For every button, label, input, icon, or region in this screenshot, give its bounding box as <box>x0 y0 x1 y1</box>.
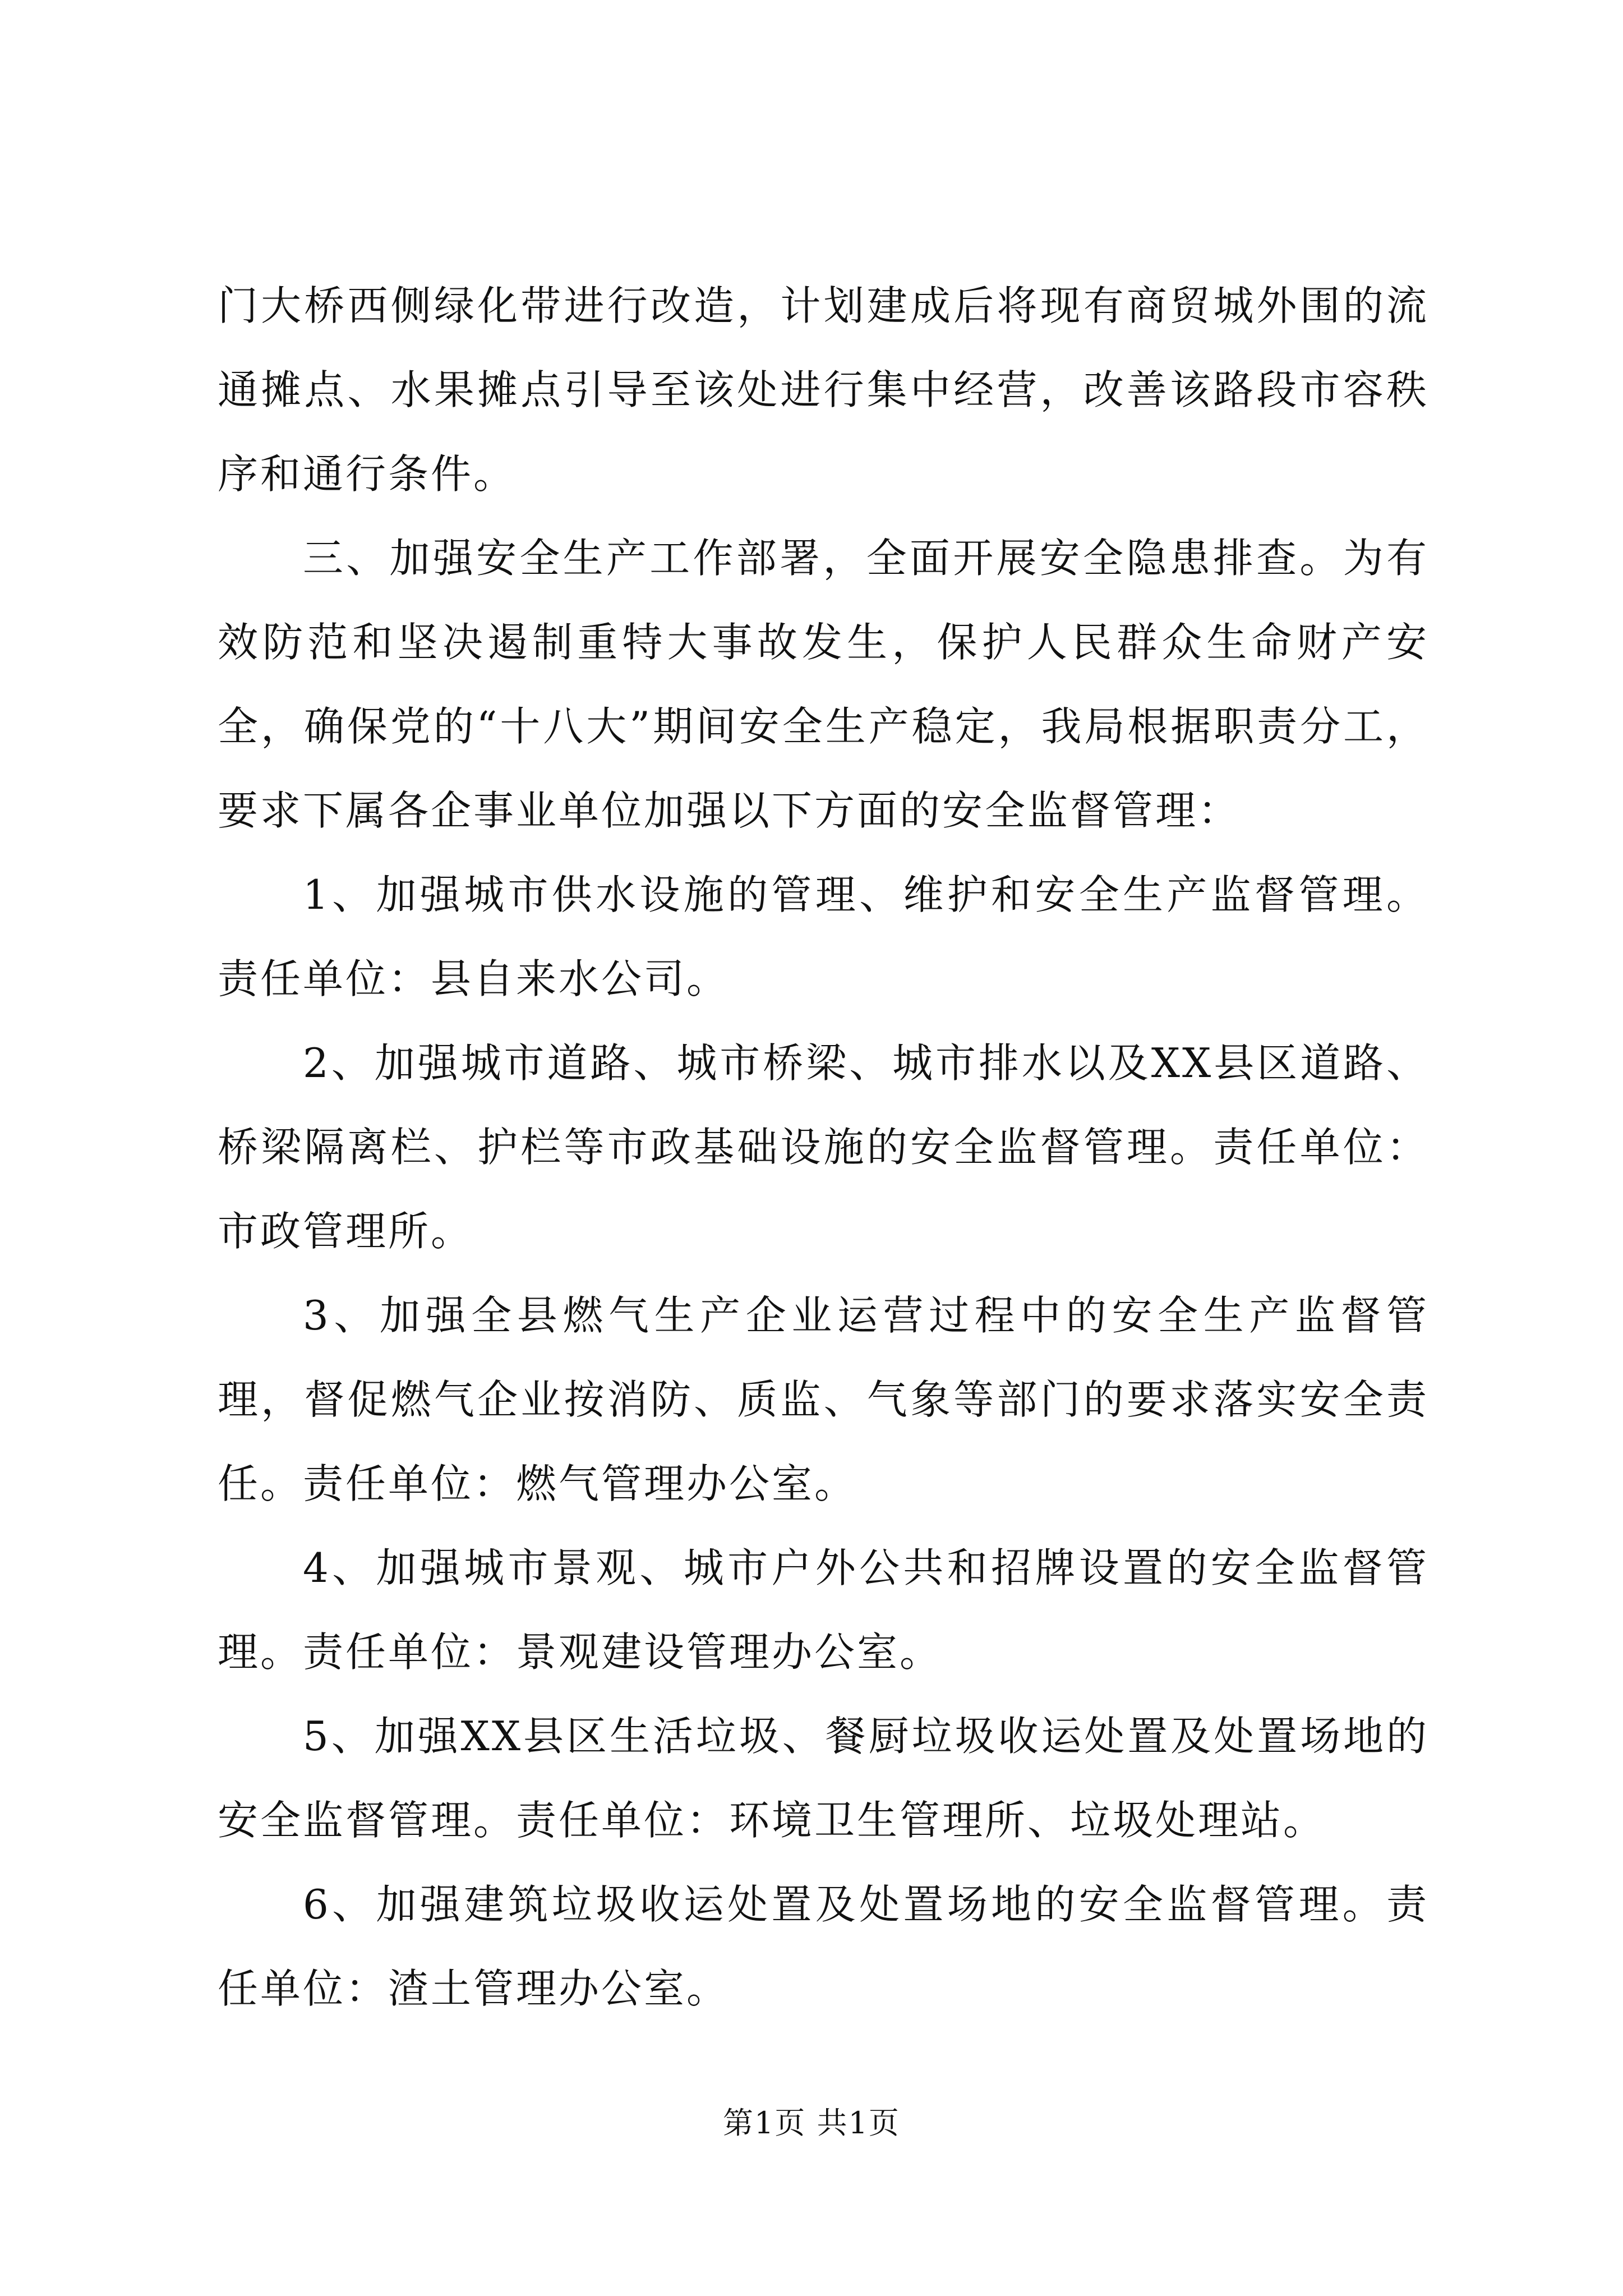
paragraph-item-6: 6、加强建筑垃圾收运处置及处置场地的安全监督管理。责任单位：渣土管理办公室。 <box>218 1881 1429 2012</box>
paragraph-item-2: 2、加强城市道路、城市桥梁、城市排水以及XX县区道路、桥梁隔离栏、护栏等市政基础设施的安全监督管理。责任单位：市政管理所。 <box>218 1039 1429 1255</box>
paragraph-continuation: 门大桥西侧绿化带进行改造，计划建成后将现有商贸城外围的流通摊点、水果摊点引导至该处进行集中经营，改善该路段市容秩序和通行条件。 <box>218 282 1429 498</box>
paragraph-section-three: 三、加强安全生产工作部署，全面开展安全隐患排查。为有效防范和坚决遏制重特大事故发生，保护人民群众生命财产安全，确保党的“十八大”期间安全生产稳定，我局根据职责分工，要求下属各企事业单位加强以下方面的安全监督管理： <box>218 535 1429 834</box>
paragraph-item-1: 1、加强城市供水设施的管理、维护和安全生产监督管理。责任单位：县自来水公司。 <box>218 871 1429 1002</box>
paragraph-item-4: 4、加强城市景观、城市户外公共和招牌设置的安全监督管理。责任单位：景观建设管理办公室。 <box>218 1544 1429 1676</box>
document-body <box>218 264 1429 2031</box>
paragraph-item-3: 3、加强全县燃气生产企业运营过程中的安全生产监督管理，督促燃气企业按消防、质监、气象等部门的要求落实安全责任。责任单位：燃气管理办公室。 <box>218 1292 1429 1507</box>
paragraph-item-5: 5、加强XX县区生活垃圾、餐厨垃圾收运处置及处置场地的安全监督管理。责任单位：环境卫生管理所、垃圾处理站。 <box>218 1713 1429 1844</box>
page-footer: 第1页 共1页 <box>723 2105 900 2141</box>
